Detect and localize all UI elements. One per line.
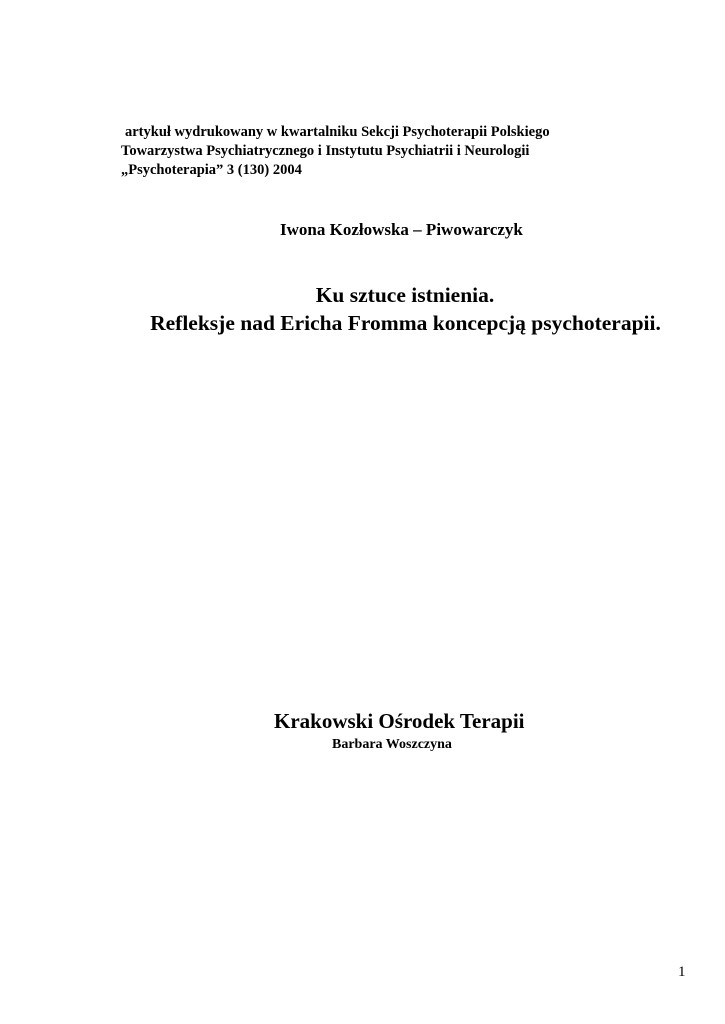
institution-name: Krakowski Ośrodek Terapii (274, 709, 525, 733)
publication-note-line-3: „Psychoterapia” 3 (130) 2004 (121, 162, 302, 178)
person-name: Barbara Woszczyna (332, 737, 452, 752)
article-title-line-2: Refleksje nad Ericha Fromma koncepcją psychoterapii. (150, 311, 661, 335)
page-number: 1 (678, 964, 686, 980)
publication-note-line-1: artykuł wydrukowany w kwartalniku Sekcji Psychoterapii Polskiego (125, 124, 550, 140)
publication-note (121, 123, 681, 180)
article-title (0, 281, 725, 337)
author-name: Iwona Kozłowska – Piwowarczyk (280, 220, 523, 239)
article-title-line-1: Ku sztuce istnienia. (315, 283, 495, 307)
publication-note-line-2: Towarzystwa Psychiatrycznego i Instytutu Psychiatrii i Neurologii (121, 143, 530, 159)
